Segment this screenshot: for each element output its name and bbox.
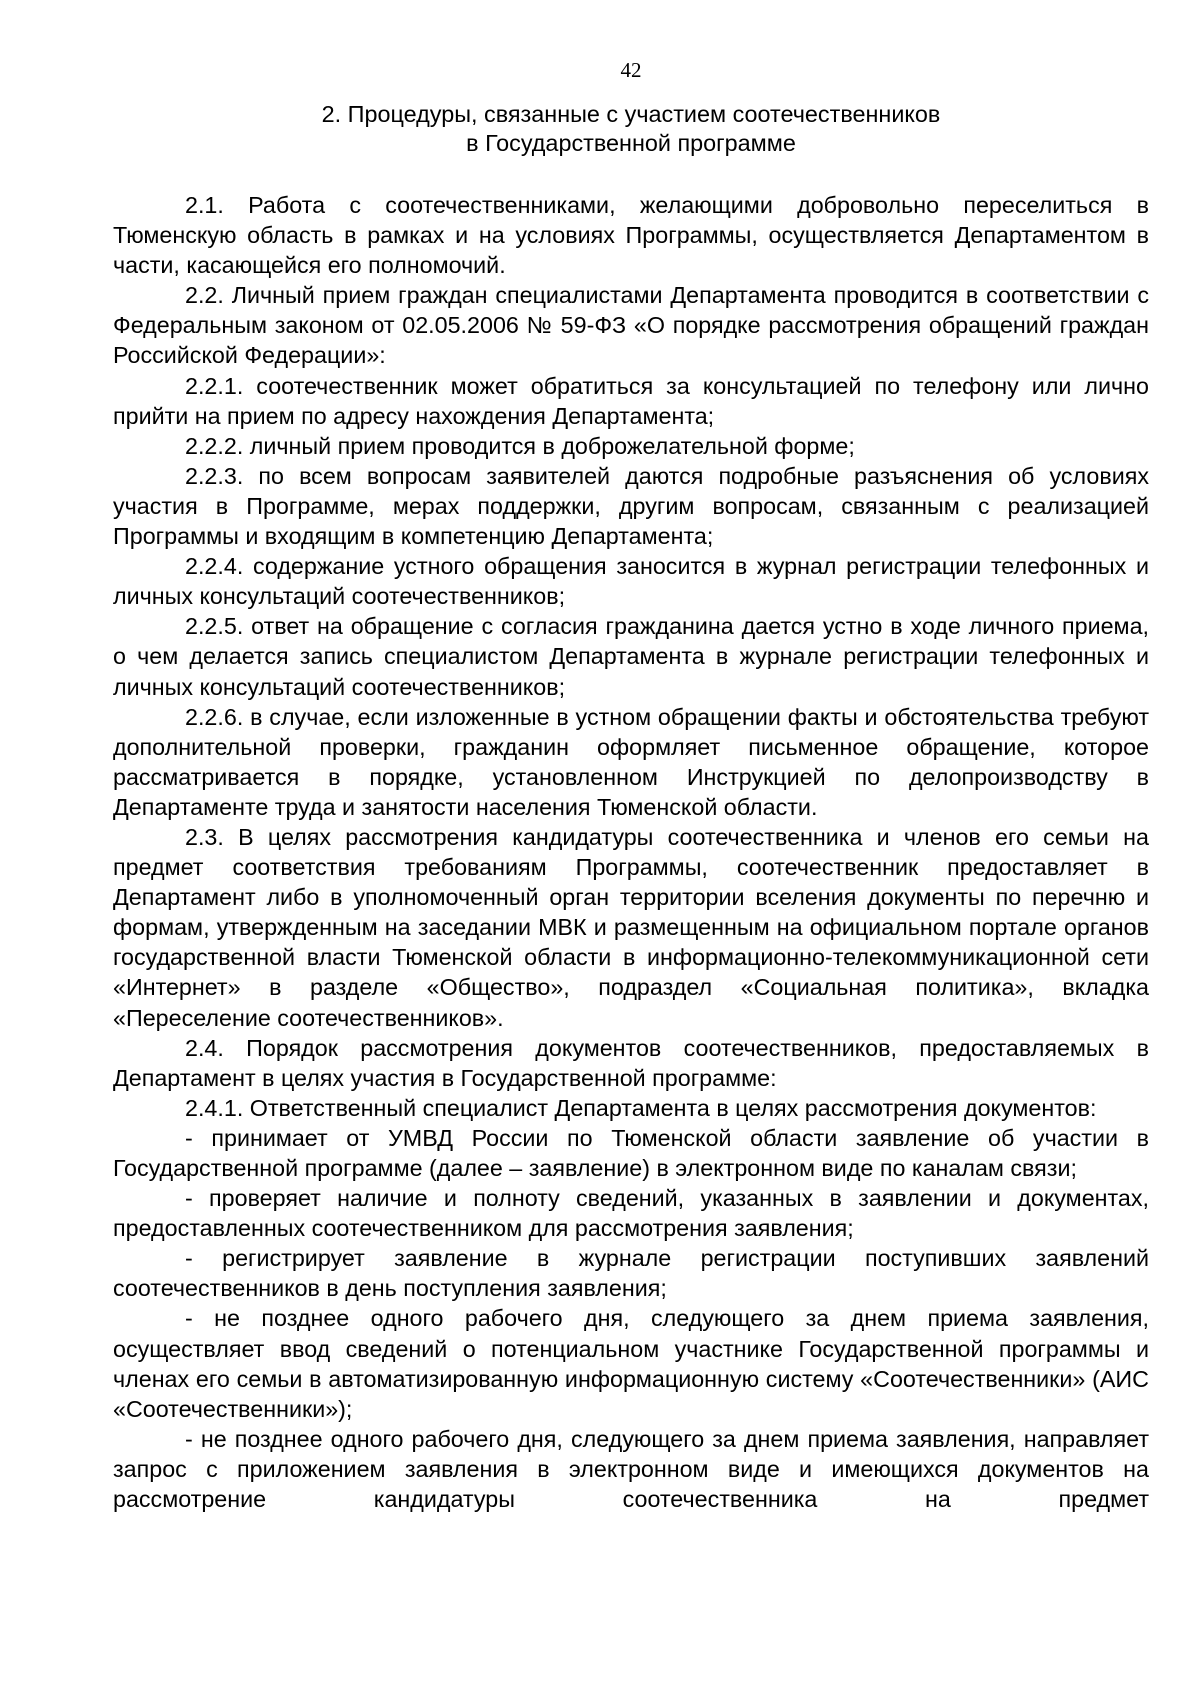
paragraph-2-2-4: 2.2.4. содержание устного обращения заносится в журнал регистрации телефонных и личных консультаций соотечественников; — [113, 553, 1149, 610]
paragraph-2-2-1: 2.2.1. соотечественник может обратиться за консультацией по телефону или лично прийти на прием по адресу нахождения Департамента; — [113, 372, 1149, 429]
paragraph-2-1: 2.1. Работа с соотечественниками, желающими добровольно переселиться в Тюменскую область в рамках и на условиях Программы, осуществляется Департаментом в части, касающейся его полномочий. — [113, 192, 1149, 279]
section-heading-line-2: в Государственной программе — [466, 130, 796, 156]
page-number: 42 — [620, 58, 642, 82]
paragraph-2-2: 2.2. Личный прием граждан специалистами Департамента проводится в соответствии с Федеральным законом от 02.05.2006 № 59-ФЗ «О порядке рассмотрения обращений граждан Российской Федерации»: — [113, 282, 1149, 369]
list-item-sends-request: - не позднее одного рабочего дня, следующего за днем приема заявления, направляет запрос с приложением заявления в электронном виде и имеющихся документов на рассмотрение кандидатуры соотечественника на предмет — [113, 1425, 1149, 1513]
list-item-enters-data-ais: - не позднее одного рабочего дня, следующего за днем приема заявления, осуществляет ввод сведений о потенциальном участнике Государственной программы и членах его семьи в автоматизированную информационную систему «Соотечественники» (АИС «Соотечественники»); — [113, 1305, 1149, 1422]
list-item-registers-application: - регистрирует заявление в журнале регистрации поступивших заявлений соотечественников в день поступления заявления; — [113, 1245, 1149, 1302]
paragraph-2-2-6: 2.2.6. в случае, если изложенные в устном обращении факты и обстоятельства требуют дополнительной проверки, гражданин оформляет письменное обращение, которое рассматривается в порядке, установленном Инструкцией по делопроизводству в Департаменте труда и занятости населения Тюменской области. — [113, 703, 1149, 820]
list-item-accepts-application: - принимает от УМВД России по Тюменской области заявление об участии в Государственной программе (далее – заявление) в электронном виде по каналам связи; — [113, 1124, 1149, 1181]
paragraph-2-2-3: 2.2.3. по всем вопросам заявителей даются подробные разъяснения об условиях участия в Программе, мерах поддержки, другим вопросам, связанным с реализацией Программы и входящим в компетенцию Департамента; — [113, 462, 1149, 550]
paragraph-2-2-2: 2.2.2. личный прием проводится в доброжелательной форме; — [185, 432, 855, 459]
section-heading — [0, 100, 1200, 158]
paragraph-2-4: 2.4. Порядок рассмотрения документов соотечественников, предоставляемых в Департамент в целях участия в Государственной программе: — [113, 1034, 1149, 1091]
paragraph-2-2-5: 2.2.5. ответ на обращение с согласия гражданина дается устно в ходе личного приема, о чем делается запись специалистом Департамента в журнале регистрации телефонных и личных консультаций соотечественников; — [113, 613, 1149, 700]
document-body — [113, 190, 1149, 1514]
list-item-checks-completeness: - проверяет наличие и полноту сведений, указанных в заявлении и документах, предоставленных соотечественником для рассмотрения заявления; — [113, 1185, 1149, 1242]
paragraph-2-3: 2.3. В целях рассмотрения кандидатуры соотечественника и членов его семьи на предмет соответствия требованиям Программы, соотечественник предоставляет в Департамент либо в уполномоченный орган территории вселения документы по перечню и формам, утвержденным на заседании МВК и размещенным на официальном портале органов государственной власти Тюменской области в информационно-телекоммуникационной сети «Интернет» в разделе «Общество», подраздел «Социальная политика», вкладка «Переселение соотечественников». — [113, 823, 1149, 1031]
paragraph-2-4-1: 2.4.1. Ответственный специалист Департамента в целях рассмотрения документов: — [185, 1094, 1097, 1121]
section-heading-line-1: 2. Процедуры, связанные с участием соотечественников — [321, 101, 941, 127]
